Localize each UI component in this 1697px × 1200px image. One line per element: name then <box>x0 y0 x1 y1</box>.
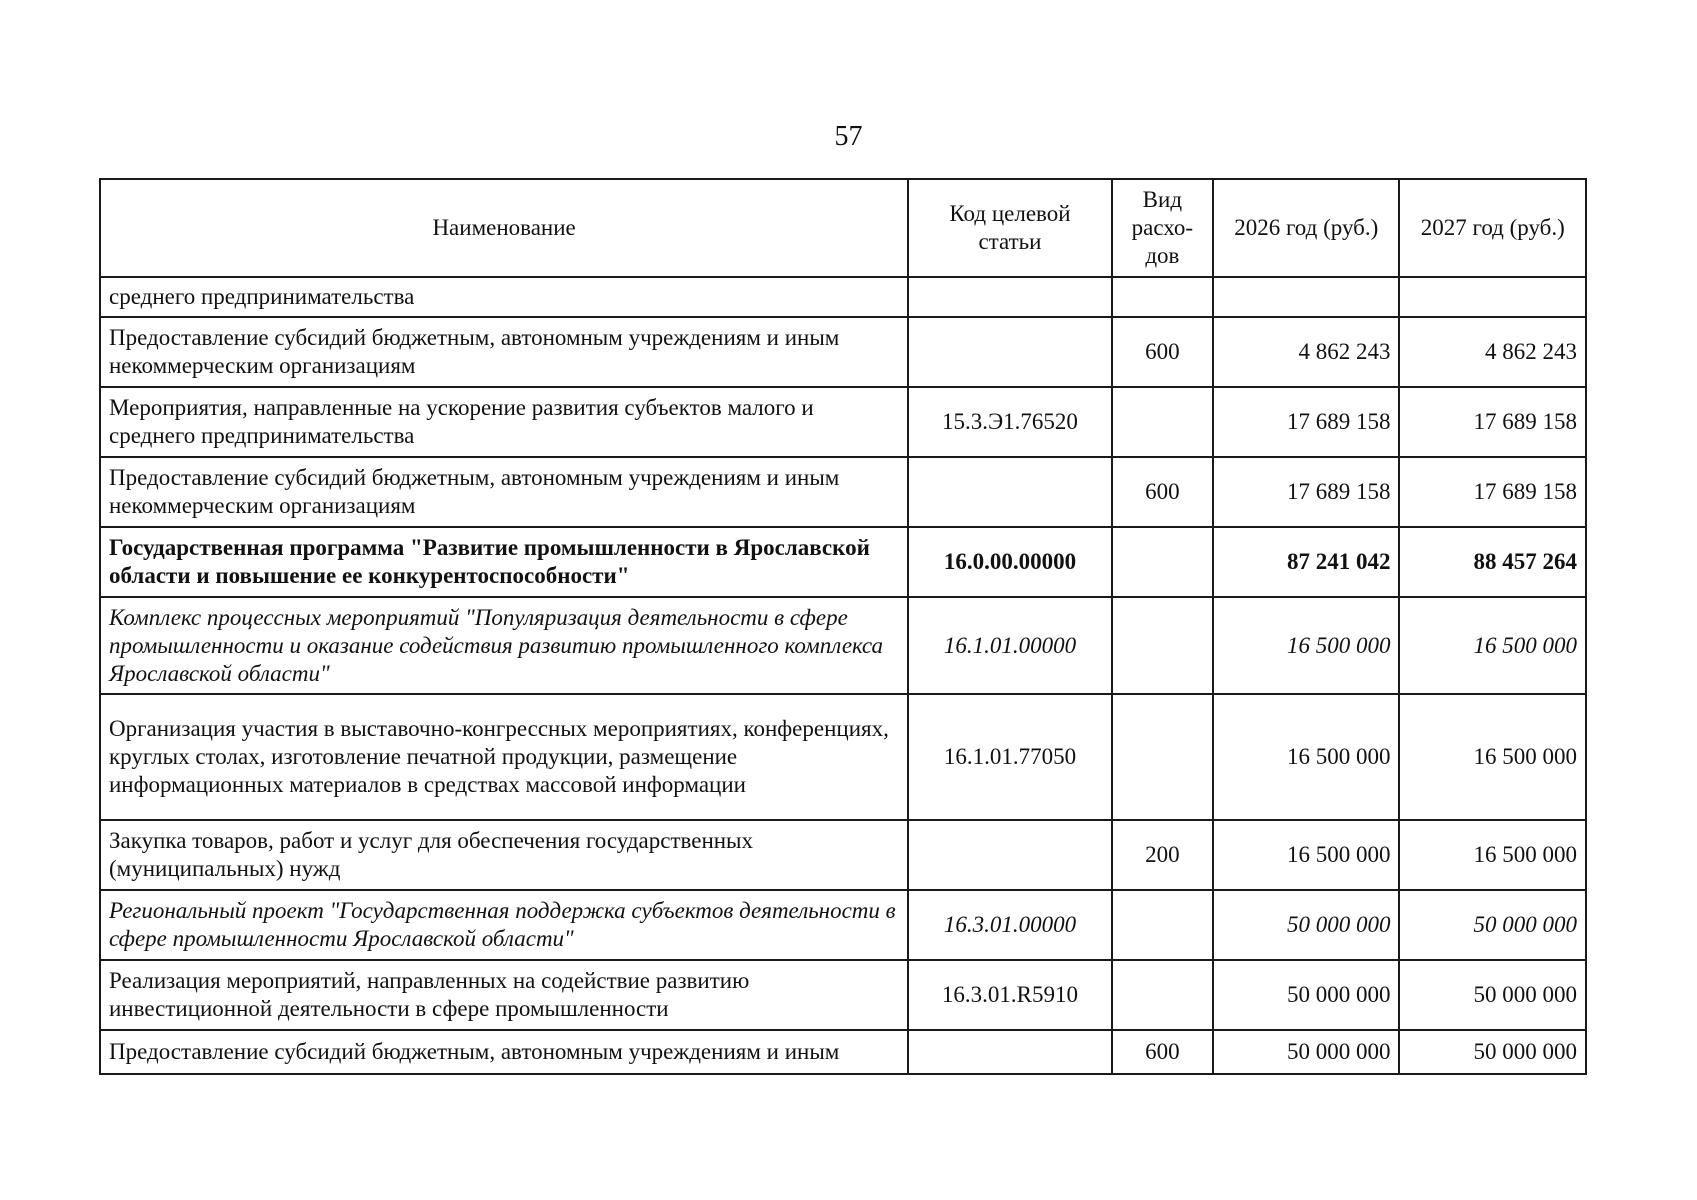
row-code: 16.0.00.00000 <box>908 527 1112 597</box>
row-2027: 4 862 243 <box>1399 317 1586 387</box>
row-2027: 16 500 000 <box>1399 820 1586 890</box>
row-kind: 600 <box>1112 1030 1213 1074</box>
header-name: Наименование <box>100 179 908 277</box>
row-kind <box>1112 387 1213 457</box>
row-kind <box>1112 597 1213 694</box>
row-2026: 4 862 243 <box>1213 317 1400 387</box>
header-kind: Вид расхо-дов <box>1112 179 1213 277</box>
row-name: Предоставление субсидий бюджетным, автономным учреждениям и иным некоммерческим организациям <box>100 457 908 527</box>
row-kind <box>1112 527 1213 597</box>
row-code: 16.3.01.R5910 <box>908 960 1112 1030</box>
row-name: Государственная программа "Развитие промышленности в Ярославской области и повышение ее конкурентоспособности" <box>100 527 908 597</box>
row-2027: 16 500 000 <box>1399 597 1586 694</box>
table-row-complex <box>100 597 1586 694</box>
row-kind: 600 <box>1112 457 1213 527</box>
row-code: 16.1.01.77050 <box>908 694 1112 820</box>
row-code: 16.3.01.00000 <box>908 890 1112 960</box>
row-2027: 16 500 000 <box>1399 694 1586 820</box>
row-2026: 17 689 158 <box>1213 457 1400 527</box>
table-row <box>100 387 1586 457</box>
row-code <box>908 317 1112 387</box>
table-row <box>100 960 1586 1030</box>
row-name: среднего предпринимательства <box>100 277 908 317</box>
row-kind <box>1112 277 1213 317</box>
page-number: 57 <box>834 121 863 152</box>
table-row <box>100 820 1586 890</box>
row-name: Предоставление субсидий бюджетным, автономным учреждениям и иным <box>100 1030 908 1074</box>
row-2026: 87 241 042 <box>1213 527 1400 597</box>
row-name: Комплекс процессных мероприятий "Популяризация деятельности в сфере промышленности и оказание содействия развитию промышленного комплекса Ярославской области" <box>100 597 908 694</box>
row-2027: 50 000 000 <box>1399 890 1586 960</box>
row-2027: 17 689 158 <box>1399 457 1586 527</box>
table-row <box>100 317 1586 387</box>
table-row <box>100 457 1586 527</box>
row-kind: 200 <box>1112 820 1213 890</box>
table-row <box>100 277 1586 317</box>
header-code: Код целевой статьи <box>908 179 1112 277</box>
row-name: Закупка товаров, работ и услуг для обеспечения государственных (муниципальных) нужд <box>100 820 908 890</box>
row-code <box>908 1030 1112 1074</box>
row-kind <box>1112 890 1213 960</box>
row-2026 <box>1213 277 1400 317</box>
table-row <box>100 694 1586 820</box>
row-kind: 600 <box>1112 317 1213 387</box>
header-2027: 2027 год (руб.) <box>1399 179 1586 277</box>
row-code <box>908 277 1112 317</box>
row-name: Реализация мероприятий, направленных на содействие развитию инвестиционной деятельности в сфере промышленности <box>100 960 908 1030</box>
row-kind <box>1112 960 1213 1030</box>
row-2026: 50 000 000 <box>1213 890 1400 960</box>
row-code <box>908 820 1112 890</box>
row-2026: 50 000 000 <box>1213 960 1400 1030</box>
table-row <box>100 1030 1586 1074</box>
row-name: Предоставление субсидий бюджетным, автономным учреждениям и иным некоммерческим организациям <box>100 317 908 387</box>
row-2027: 88 457 264 <box>1399 527 1586 597</box>
row-code: 16.1.01.00000 <box>908 597 1112 694</box>
table-row-project <box>100 890 1586 960</box>
row-2027: 50 000 000 <box>1399 960 1586 1030</box>
row-name: Организация участия в выставочно-конгрессных мероприятиях, конференциях, круглых столах, изготовление печатной продукции, размещение информационных материалов в средствах массовой информации <box>100 694 908 820</box>
row-code: 15.3.Э1.76520 <box>908 387 1112 457</box>
row-2027: 17 689 158 <box>1399 387 1586 457</box>
row-code <box>908 457 1112 527</box>
row-2026: 16 500 000 <box>1213 694 1400 820</box>
row-name: Мероприятия, направленные на ускорение развития субъектов малого и среднего предпринимательства <box>100 387 908 457</box>
table-row-program <box>100 527 1586 597</box>
row-2027: 50 000 000 <box>1399 1030 1586 1074</box>
row-2026: 16 500 000 <box>1213 820 1400 890</box>
row-2026: 17 689 158 <box>1213 387 1400 457</box>
budget-table <box>99 178 1587 1075</box>
header-2026: 2026 год (руб.) <box>1213 179 1400 277</box>
row-2027 <box>1399 277 1586 317</box>
row-name: Региональный проект "Государственная поддержка субъектов деятельности в сфере промышленности Ярославской области" <box>100 890 908 960</box>
table-header-row <box>100 179 1586 277</box>
row-2026: 16 500 000 <box>1213 597 1400 694</box>
row-2026: 50 000 000 <box>1213 1030 1400 1074</box>
row-kind <box>1112 694 1213 820</box>
